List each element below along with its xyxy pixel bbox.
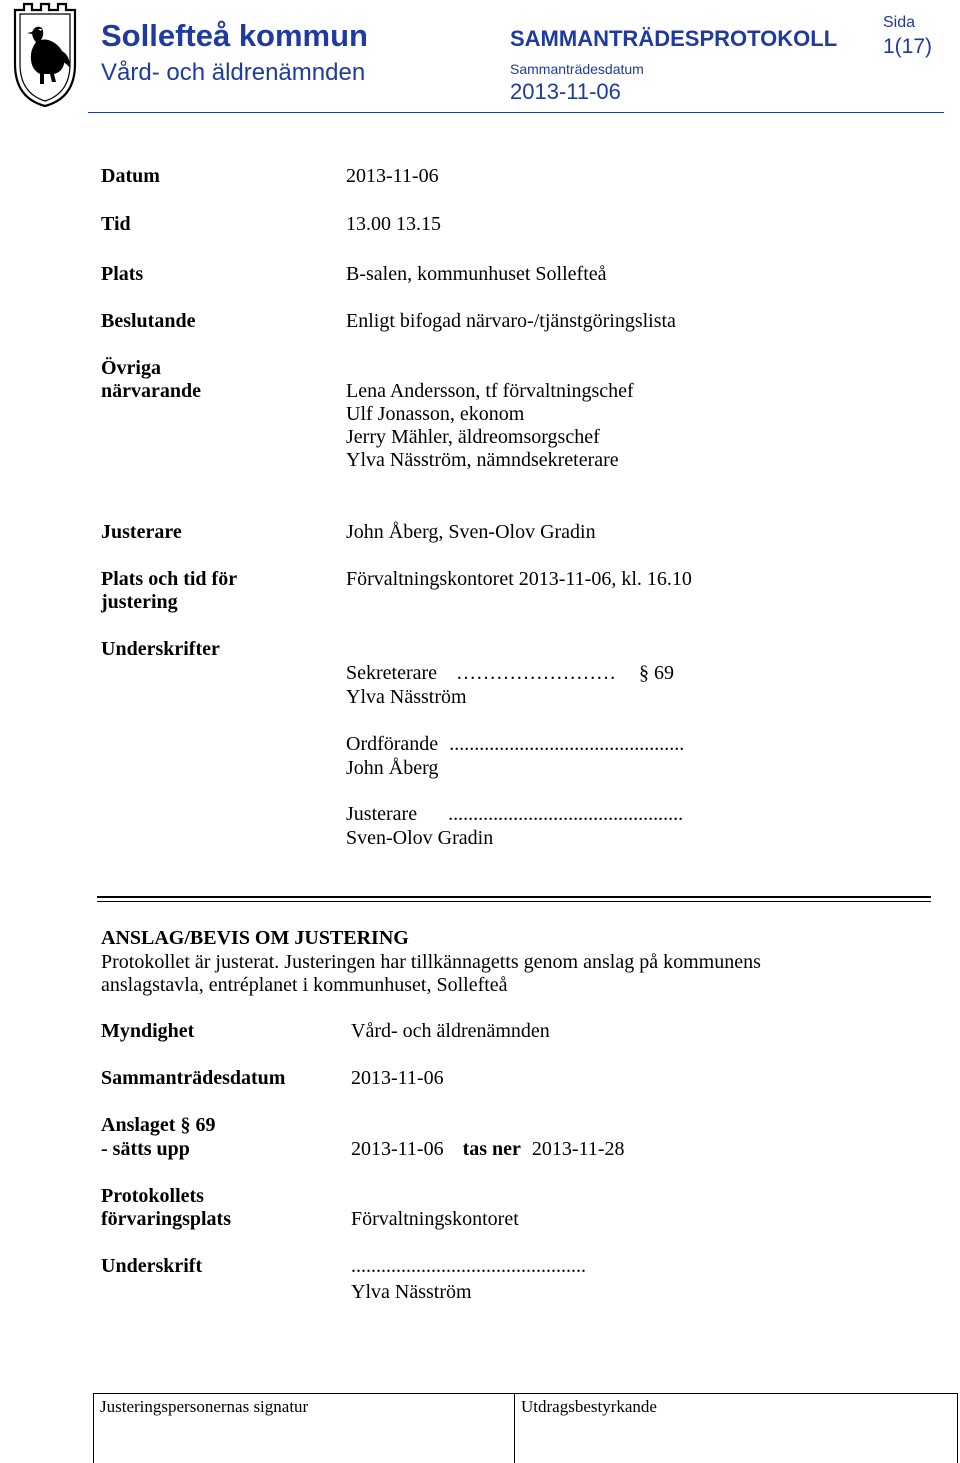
ordforande-line	[346, 733, 684, 756]
sammantradesdatum-label: Sammanträdesdatum	[101, 1067, 286, 1089]
ordforande-label: Ordförande	[346, 733, 439, 755]
plats-tid-label-line: Plats och tid för	[101, 568, 238, 590]
anslag-heading: ANSLAG/BEVIS OM JUSTERING	[101, 927, 409, 949]
grouse-coat-of-arms-icon	[12, 2, 78, 108]
signature-dots: ……………………	[456, 662, 617, 684]
organization-name: Sollefteå kommun	[101, 18, 368, 53]
sekreterare-name: Ylva Näsström	[346, 686, 467, 708]
plats-tid-value: Förvaltningskontoret 2013-11-06, kl. 16.10	[346, 568, 692, 590]
justerare-value: John Åberg, Sven-Olov Gradin	[346, 521, 596, 543]
ordforande-name: John Åberg	[346, 757, 439, 779]
forvaring-label-line: förvaringsplats	[101, 1208, 231, 1230]
underskrifter-label: Underskrifter	[101, 638, 220, 660]
plats-label: Plats	[101, 263, 144, 285]
footer-justeringspersonernas-signatur: Justeringspersonernas signatur	[100, 1397, 309, 1416]
ovriga-label-line: Övriga	[101, 357, 161, 379]
plats-value: B-salen, kommunhuset Sollefteå	[346, 263, 607, 285]
tid-value: 13.00 13.15	[346, 213, 441, 235]
tas-ner-value: 2013-11-28	[531, 1138, 625, 1160]
satts-upp-line	[351, 1138, 624, 1161]
plats-tid-label-line: justering	[101, 591, 178, 613]
satts-upp-label: - sätts upp	[101, 1138, 190, 1160]
datum-value: 2013-11-06	[346, 165, 439, 187]
ovriga-label	[101, 357, 201, 403]
footer-utdragsbestyrkande: Utdragsbestyrkande	[521, 1397, 657, 1416]
beslutande-value: Enligt bifogad närvaro-/tjänstgöringslista	[346, 310, 676, 332]
list-item: Ylva Näsström, nämndsekreterare	[346, 449, 619, 471]
meeting-date-label: Sammanträdesdatum	[510, 61, 644, 77]
forvaring-label	[101, 1185, 231, 1231]
section-divider	[97, 896, 931, 902]
underskrift-dots: ...............................................	[351, 1255, 586, 1277]
board-name: Vård- och äldrenämnden	[101, 59, 366, 86]
signature-dots: ...............................................	[449, 733, 685, 755]
forvaring-label-line: Protokollets	[101, 1185, 204, 1207]
signature-dots: ...............................................	[448, 803, 684, 825]
datum-label: Datum	[101, 165, 160, 187]
justerare-sign-label: Justerare	[346, 803, 418, 825]
underskrift-label: Underskrift	[101, 1255, 203, 1277]
page-label: Sida	[883, 14, 916, 31]
list-item: Jerry Mähler, äldreomsorgschef	[346, 426, 600, 448]
list-item: Ulf Jonasson, ekonom	[346, 403, 525, 425]
underskrift-name: Ylva Näsström	[351, 1281, 472, 1303]
beslutande-label: Beslutande	[101, 310, 196, 332]
sekreterare-line	[346, 662, 674, 685]
ovriga-label-line: närvarande	[101, 380, 201, 402]
header-divider	[88, 112, 944, 113]
tid-label: Tid	[101, 213, 131, 235]
justerare-sign-name: Sven-Olov Gradin	[346, 827, 494, 849]
myndighet-value: Vård- och äldrenämnden	[351, 1020, 550, 1042]
list-item: Lena Andersson, tf förvaltningschef	[346, 380, 634, 402]
footer-divider	[514, 1393, 515, 1463]
forvaring-value: Förvaltningskontoret	[351, 1208, 519, 1230]
meeting-date-value: 2013-11-06	[510, 79, 621, 104]
document-title: SAMMANTRÄDESPROTOKOLL	[510, 26, 838, 51]
page-number: 1(17)	[883, 35, 933, 58]
anslag-text-line: Protokollet är justerat. Justeringen har tillkännagetts genom anslag på kommunens	[101, 951, 761, 973]
anslag-text-line: anslagstavla, entréplanet i kommunhuset, Sollefteå	[101, 974, 508, 996]
ovriga-list	[346, 380, 634, 472]
justerare-sign-line	[346, 803, 683, 826]
paragraph-number: § 69	[639, 662, 675, 684]
anslaget-label: Anslaget § 69	[101, 1114, 216, 1136]
sekreterare-label: Sekreterare	[346, 662, 438, 684]
sammantradesdatum-value: 2013-11-06	[351, 1067, 444, 1089]
myndighet-label: Myndighet	[101, 1020, 195, 1042]
satts-upp-value: 2013-11-06	[351, 1138, 444, 1160]
justerare-label: Justerare	[101, 521, 182, 543]
plats-tid-label	[101, 568, 237, 614]
tas-ner-label: tas ner	[462, 1138, 521, 1160]
